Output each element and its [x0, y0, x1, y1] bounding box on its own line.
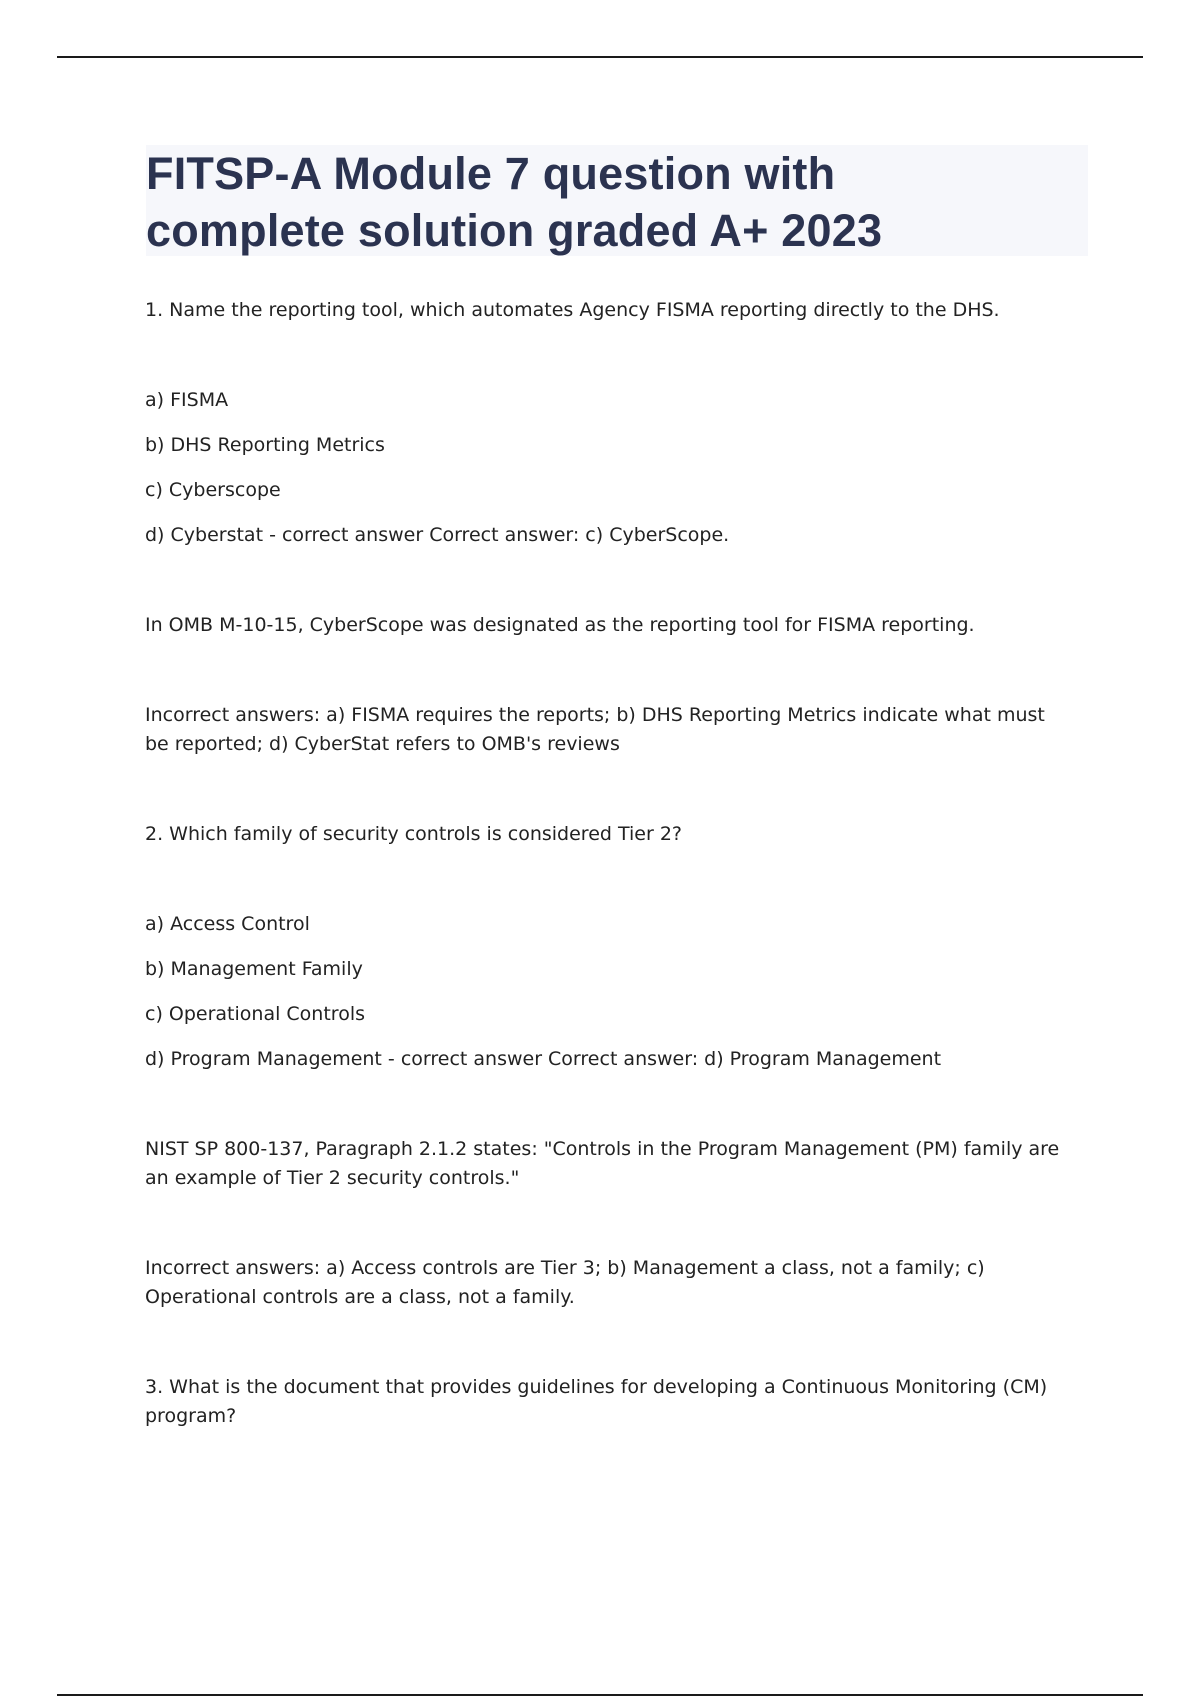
document-title: FITSP-A Module 7 question with complete solution graded A+ 2023 — [146, 148, 883, 256]
question-1-option-c: c) Cyberscope — [145, 479, 281, 501]
question-2-option-a: a) Access Control — [145, 913, 310, 935]
question-2-incorrect-answers: Incorrect answers: a) Access controls are Tier 3; b) Management a class, not a family; c) Operational controls are a class, not a family. — [145, 1257, 985, 1308]
question-1-option-b: b) DHS Reporting Metrics — [145, 434, 385, 456]
question-2-explanation: NIST SP 800-137, Paragraph 2.1.2 states: "Controls in the Program Management (PM) family are an example of Tier 2 security controls." — [145, 1138, 1060, 1189]
question-1-incorrect-answers: Incorrect answers: a) FISMA requires the reports; b) DHS Reporting Metrics indicate what must be reported; d) CyberStat refers to OMB's reviews — [145, 704, 1045, 755]
page-bottom-rule — [57, 1694, 1143, 1696]
question-1-option-d: d) Cyberstat - correct answer Correct answer: c) CyberScope. — [145, 524, 730, 546]
question-1-text: 1. Name the reporting tool, which automates Agency FISMA reporting directly to the DHS. — [145, 299, 1000, 321]
document-body — [145, 296, 1065, 1431]
question-1-option-a: a) FISMA — [145, 389, 229, 411]
page-top-rule — [57, 56, 1143, 58]
question-1-explanation: In OMB M-10-15, CyberScope was designated as the reporting tool for FISMA reporting. — [145, 614, 975, 636]
question-2-text: 2. Which family of security controls is considered Tier 2? — [145, 823, 682, 845]
question-2-option-c: c) Operational Controls — [145, 1003, 365, 1025]
question-2-option-b: b) Management Family — [145, 958, 363, 980]
question-2-option-d: d) Program Management - correct answer Correct answer: d) Program Management — [145, 1048, 942, 1070]
question-3-text: 3. What is the document that provides guidelines for developing a Continuous Monitoring (CM) program? — [145, 1376, 1048, 1427]
